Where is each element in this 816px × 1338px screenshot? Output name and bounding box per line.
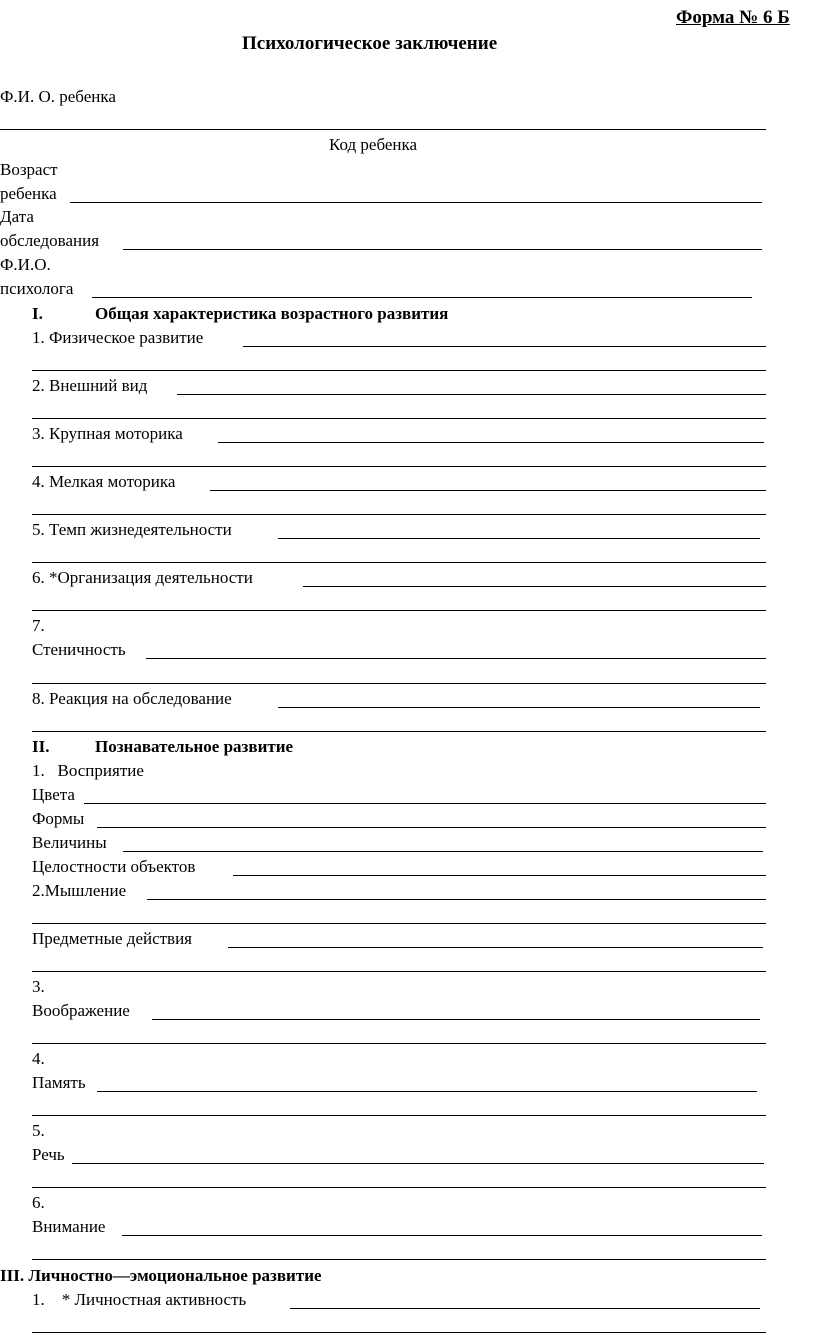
appearance-line-2[interactable] [32,418,766,419]
physical-development-line[interactable] [243,346,766,347]
fine-motor-label: 4. Мелкая моторика [32,472,176,491]
child-age-field-line[interactable] [70,202,762,203]
gross-motor-line[interactable] [218,442,764,443]
form-number: Форма № 6 Б [676,7,790,28]
activity-organization-line[interactable] [303,586,766,587]
personal-activity-line-2[interactable] [32,1332,766,1333]
psychologist-name-field-line[interactable] [92,297,752,298]
exam-reaction-line[interactable] [278,707,760,708]
perception-label: 1. Восприятие [32,761,144,780]
activity-organization-line-2[interactable] [32,610,766,611]
fine-motor-line[interactable] [210,490,766,491]
color-perception-line[interactable] [84,803,766,804]
physical-development-label: 1. Физическое развитие [32,328,204,347]
imagination-line[interactable] [152,1019,760,1020]
child-age-label: Возраст [0,160,58,179]
personal-activity-label: 1. * Личностная активность [32,1290,247,1309]
appearance-label: 2. Внешний вид [32,376,148,395]
fine-motor-line-2[interactable] [32,514,766,515]
exam-date-label-2: обследования [0,231,100,250]
memory-label: Память [32,1073,86,1092]
child-name-field-line[interactable] [0,129,766,130]
object-actions-line-2[interactable] [32,971,766,972]
attention-number: 6. [32,1193,45,1212]
size-perception-label: Величины [32,833,107,852]
thinking-line-2[interactable] [32,923,766,924]
life-tempo-line-2[interactable] [32,562,766,563]
child-name-label: Ф.И. О. ребенка [0,87,116,106]
attention-label: Внимание [32,1217,106,1236]
stenicity-line-2[interactable] [32,683,766,684]
stenicity-line[interactable] [146,658,766,659]
shape-perception-line[interactable] [97,827,766,828]
stenicity-label: Стеничность [32,640,126,659]
speech-line-2[interactable] [32,1187,766,1188]
section-1-number: I. [32,304,43,323]
thinking-label: 2.Мышление [32,881,127,900]
life-tempo-label: 5. Темп жизнедеятельности [32,520,232,539]
physical-development-line-2[interactable] [32,370,766,371]
exam-date-field-line[interactable] [123,249,762,250]
speech-number: 5. [32,1121,45,1140]
imagination-label: Воображение [32,1001,130,1020]
exam-reaction-line-2[interactable] [32,731,766,732]
child-age-label-2: ребенка [0,184,57,203]
attention-line-2[interactable] [32,1259,766,1260]
attention-line[interactable] [122,1235,762,1236]
psychologist-name-label: Ф.И.О. [0,255,51,274]
memory-number: 4. [32,1049,45,1068]
section-1-title: Общая характеристика возрастного развития [95,304,449,323]
section-2-title: Познавательное развитие [95,737,294,756]
memory-line-2[interactable] [32,1115,766,1116]
section-2-number: II. [32,737,50,756]
object-integrity-label: Целостности объектов [32,857,196,876]
object-actions-label: Предметные действия [32,929,193,948]
personal-activity-line[interactable] [290,1308,760,1309]
size-perception-line[interactable] [123,851,763,852]
life-tempo-line[interactable] [278,538,760,539]
gross-motor-line-2[interactable] [32,466,766,467]
object-actions-line[interactable] [228,947,763,948]
gross-motor-label: 3. Крупная моторика [32,424,183,443]
shape-perception-label: Формы [32,809,85,828]
stenicity-number: 7. [32,616,45,635]
activity-organization-label: 6. *Организация деятельности [32,568,253,587]
memory-line[interactable] [97,1091,757,1092]
thinking-line[interactable] [147,899,766,900]
section-3-title: III. Личностно—эмоциональное развитие [0,1266,322,1285]
exam-reaction-label: 8. Реакция на обследование [32,689,232,708]
imagination-number: 3. [32,977,45,996]
psychologist-name-label-2: психолога [0,279,74,298]
appearance-line[interactable] [177,394,766,395]
child-code-label: Код ребенка [329,135,418,154]
speech-label: Речь [32,1145,65,1164]
speech-line[interactable] [72,1163,764,1164]
exam-date-label: Дата [0,207,34,226]
color-perception-label: Цвета [32,785,75,804]
imagination-line-2[interactable] [32,1043,766,1044]
object-integrity-line[interactable] [233,875,766,876]
page-title: Психологическое заключение [242,33,498,54]
